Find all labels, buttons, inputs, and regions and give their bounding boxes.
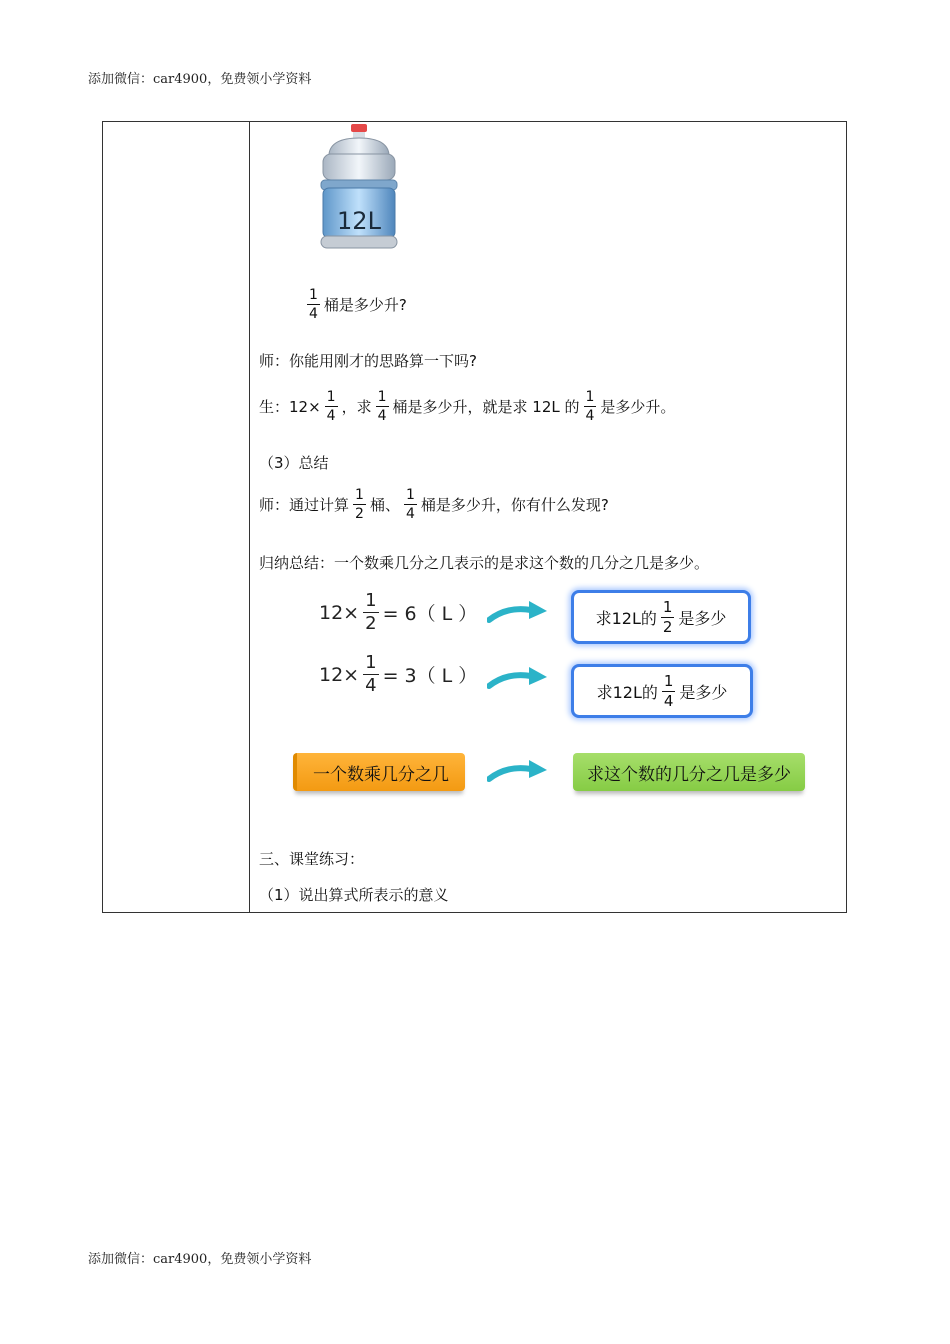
conclusion: 归纳总结：一个数乘几分之几表示的是求这个数的几分之几是多少。 <box>259 554 710 572</box>
fraction: $\frac{1}{4}$ <box>309 287 318 322</box>
summary-heading: （3）总结 <box>259 454 329 472</box>
equation-quarter: 12× $\frac{1}{4}$ = 3（ L ） <box>319 652 478 696</box>
meaning-bubble-half: 求12L的 $\frac{1}{2}$ 是多少 <box>571 590 751 644</box>
equation-half: 12× $\frac{1}{2}$ = 6（ L ） <box>319 590 478 634</box>
bucket-label: 12L <box>337 207 381 235</box>
header-watermark: 添加微信：car4900，免费领小学资料 <box>88 72 312 87</box>
column-divider <box>249 122 250 912</box>
question-text: 桶是多少升? <box>323 296 407 314</box>
teacher-discovery: 师：通过计算 $\frac{1}{2}$ 桶、 $\frac{1}{4}$ 桶是多少升，你有什么发现? <box>259 487 609 522</box>
lesson-table <box>102 121 847 913</box>
arrow-icon <box>487 759 549 785</box>
rule-left-tag: 一个数乘几分之几 <box>293 753 465 791</box>
footer-watermark: 添加微信：car4900，免费领小学资料 <box>88 1252 312 1267</box>
student-answer: 生：12× $\frac{1}{4}$ ，求 $\frac{1}{4}$ 桶是多少升，就是求 12L 的 $\frac{1}{4}$ 是多少升。 <box>259 389 676 424</box>
content-cell <box>251 122 846 912</box>
meaning-bubble-quarter: 求12L的 $\frac{1}{4}$ 是多少 <box>571 664 753 718</box>
water-bucket-image <box>319 124 399 256</box>
arrow-icon <box>487 600 549 626</box>
teacher-question: 师：你能用刚才的思路算一下吗? <box>259 352 477 370</box>
practice-item: （1）说出算式所表示的意义 <box>259 886 449 904</box>
rule-right-tag: 求这个数的几分之几是多少 <box>573 753 805 791</box>
practice-heading: 三、课堂练习： <box>259 850 365 868</box>
question-line <box>303 288 407 321</box>
arrow-icon <box>487 666 549 692</box>
